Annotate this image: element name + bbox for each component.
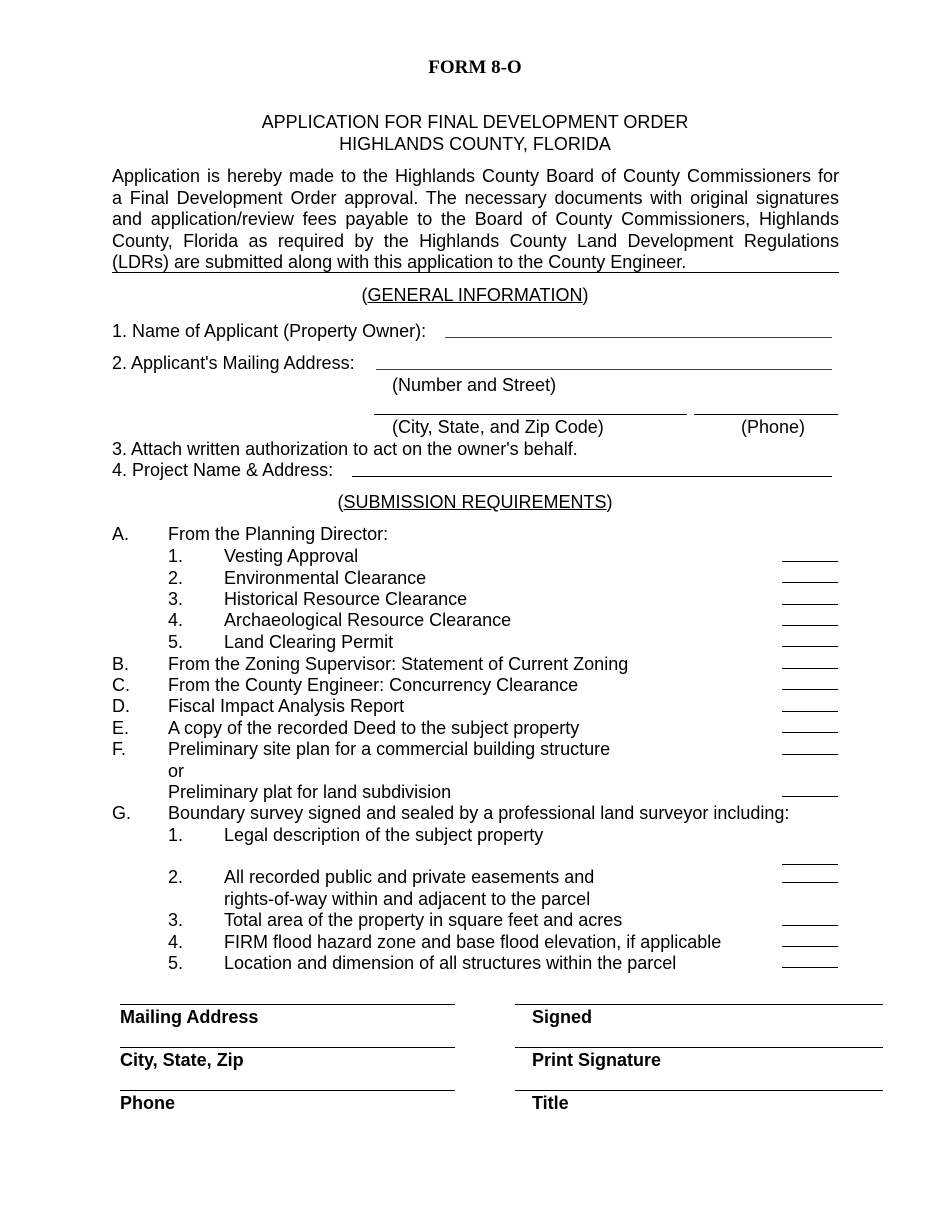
intro-line: and application/review fees payable to the Board of County Commissioners, Highlands [112, 209, 839, 229]
street-caption: (Number and Street) [392, 375, 557, 395]
item-letter: B. [112, 654, 130, 674]
checkbox-line[interactable] [782, 946, 838, 947]
phone-field[interactable] [694, 414, 838, 415]
checkbox-line[interactable] [782, 754, 838, 755]
sub-text: Total area of the property in square feet and acres [224, 910, 623, 930]
sub-text: Vesting Approval [224, 546, 359, 566]
title-signature-line[interactable] [515, 1090, 883, 1091]
mailing-address-label: 2. Applicant's Mailing Address: [112, 353, 355, 373]
checkbox-line[interactable] [782, 967, 838, 968]
sub-num: 4. [168, 610, 184, 630]
sub-num: 2. [168, 867, 184, 887]
signed-signature-line[interactable] [515, 1004, 883, 1005]
form-number: FORM 8-O [428, 57, 522, 78]
applicant-name-field[interactable] [445, 337, 832, 338]
city-state-zip-caption: City, State, Zip [120, 1050, 244, 1070]
print-signature-line[interactable] [515, 1047, 883, 1048]
item-c-text: From the County Engineer: Concurrency Clearance [168, 675, 579, 695]
mailing-address-signature-line[interactable] [120, 1004, 455, 1005]
phone-caption: (Phone) [741, 417, 806, 437]
sub-num: 5. [168, 632, 184, 652]
sub-text: Location and dimension of all structures within the parcel [224, 953, 677, 973]
project-name-label: 4. Project Name & Address: [112, 460, 334, 480]
phone-caption-bottom: Phone [120, 1093, 176, 1113]
sub-text-continued: rights-of-way within and adjacent to the parcel [224, 889, 591, 909]
mailing-address-caption: Mailing Address [120, 1007, 259, 1027]
project-name-field[interactable] [352, 476, 832, 477]
authorization-item: 3. Attach written authorization to act on the owner's behalf. [112, 439, 578, 459]
signed-caption: Signed [532, 1007, 593, 1027]
item-letter: G. [112, 803, 132, 823]
applicant-name-label: 1. Name of Applicant (Property Owner): [112, 321, 427, 341]
checkbox-line[interactable] [782, 604, 838, 605]
sub-text: Historical Resource Clearance [224, 589, 468, 609]
item-letter: D. [112, 696, 130, 716]
checkbox-line[interactable] [782, 646, 838, 647]
intro-divider [112, 272, 839, 273]
item-b-text: From the Zoning Supervisor: Statement of Current Zoning [168, 654, 629, 674]
item-d-text: Fiscal Impact Analysis Report [168, 696, 405, 716]
checkbox-line[interactable] [782, 582, 838, 583]
form-subtitle: HIGHLANDS COUNTY, FLORIDA [339, 134, 611, 154]
checkbox-line[interactable] [782, 668, 838, 669]
item-letter: A. [112, 524, 130, 544]
sub-text: FIRM flood hazard zone and base flood elevation, if applicable [224, 932, 722, 952]
city-state-zip-signature-line[interactable] [120, 1047, 455, 1048]
intro-line: (LDRs) are submitted along with this application to the County Engineer. [112, 252, 687, 272]
checkbox-line[interactable] [782, 732, 838, 733]
intro-line: County, Florida as required by the Highlands County Land Development Regulations [112, 230, 839, 251]
checkbox-line[interactable] [782, 561, 838, 562]
mailing-address-field[interactable] [376, 369, 832, 370]
checkbox-line[interactable] [782, 689, 838, 690]
general-info-heading: (GENERAL INFORMATION) [361, 285, 589, 305]
print-signature-caption: Print Signature [532, 1050, 662, 1070]
title-caption: Title [532, 1093, 569, 1113]
city-state-zip-field[interactable] [374, 414, 687, 415]
item-letter: F. [112, 739, 127, 759]
item-a-text: From the Planning Director: [168, 524, 389, 544]
item-f-text: Preliminary site plan for a commercial building structure [168, 739, 611, 759]
sub-num: 3. [168, 589, 184, 609]
item-g-text: Boundary survey signed and sealed by a professional land surveyor including: [168, 803, 790, 823]
sub-num: 4. [168, 932, 184, 952]
intro-paragraph [112, 166, 839, 274]
submission-heading: (SUBMISSION REQUIREMENTS) [337, 492, 613, 512]
sub-text: Legal description of the subject property [224, 825, 544, 845]
sub-num: 1. [168, 825, 184, 845]
phone-signature-line[interactable] [120, 1090, 455, 1091]
sub-num: 2. [168, 568, 184, 588]
intro-line: Application is hereby made to the Highlands County Board of County Commissioners for [112, 166, 839, 186]
sub-num: 5. [168, 953, 184, 973]
checkbox-line[interactable] [782, 882, 838, 883]
item-letter: C. [112, 675, 130, 695]
city-caption: (City, State, and Zip Code) [392, 417, 604, 437]
sub-num: 3. [168, 910, 184, 930]
checkbox-line[interactable] [782, 864, 838, 865]
sub-text: Archaeological Resource Clearance [224, 610, 512, 630]
checkbox-line[interactable] [782, 625, 838, 626]
item-f-or: or [168, 761, 185, 781]
sub-text: Land Clearing Permit [224, 632, 394, 652]
intro-line: a Final Development Order approval. The necessary documents with original signatures [112, 187, 839, 208]
checkbox-line[interactable] [782, 796, 838, 797]
checkbox-line[interactable] [782, 925, 838, 926]
checkbox-line[interactable] [782, 711, 838, 712]
item-letter: E. [112, 718, 130, 738]
sub-num: 1. [168, 546, 184, 566]
form-title: APPLICATION FOR FINAL DEVELOPMENT ORDER [261, 112, 689, 132]
item-f-alt: Preliminary plat for land subdivision [168, 782, 452, 802]
sub-text: Environmental Clearance [224, 568, 427, 588]
sub-text: All recorded public and private easements and [224, 867, 595, 887]
item-e-text: A copy of the recorded Deed to the subject property [168, 718, 580, 738]
